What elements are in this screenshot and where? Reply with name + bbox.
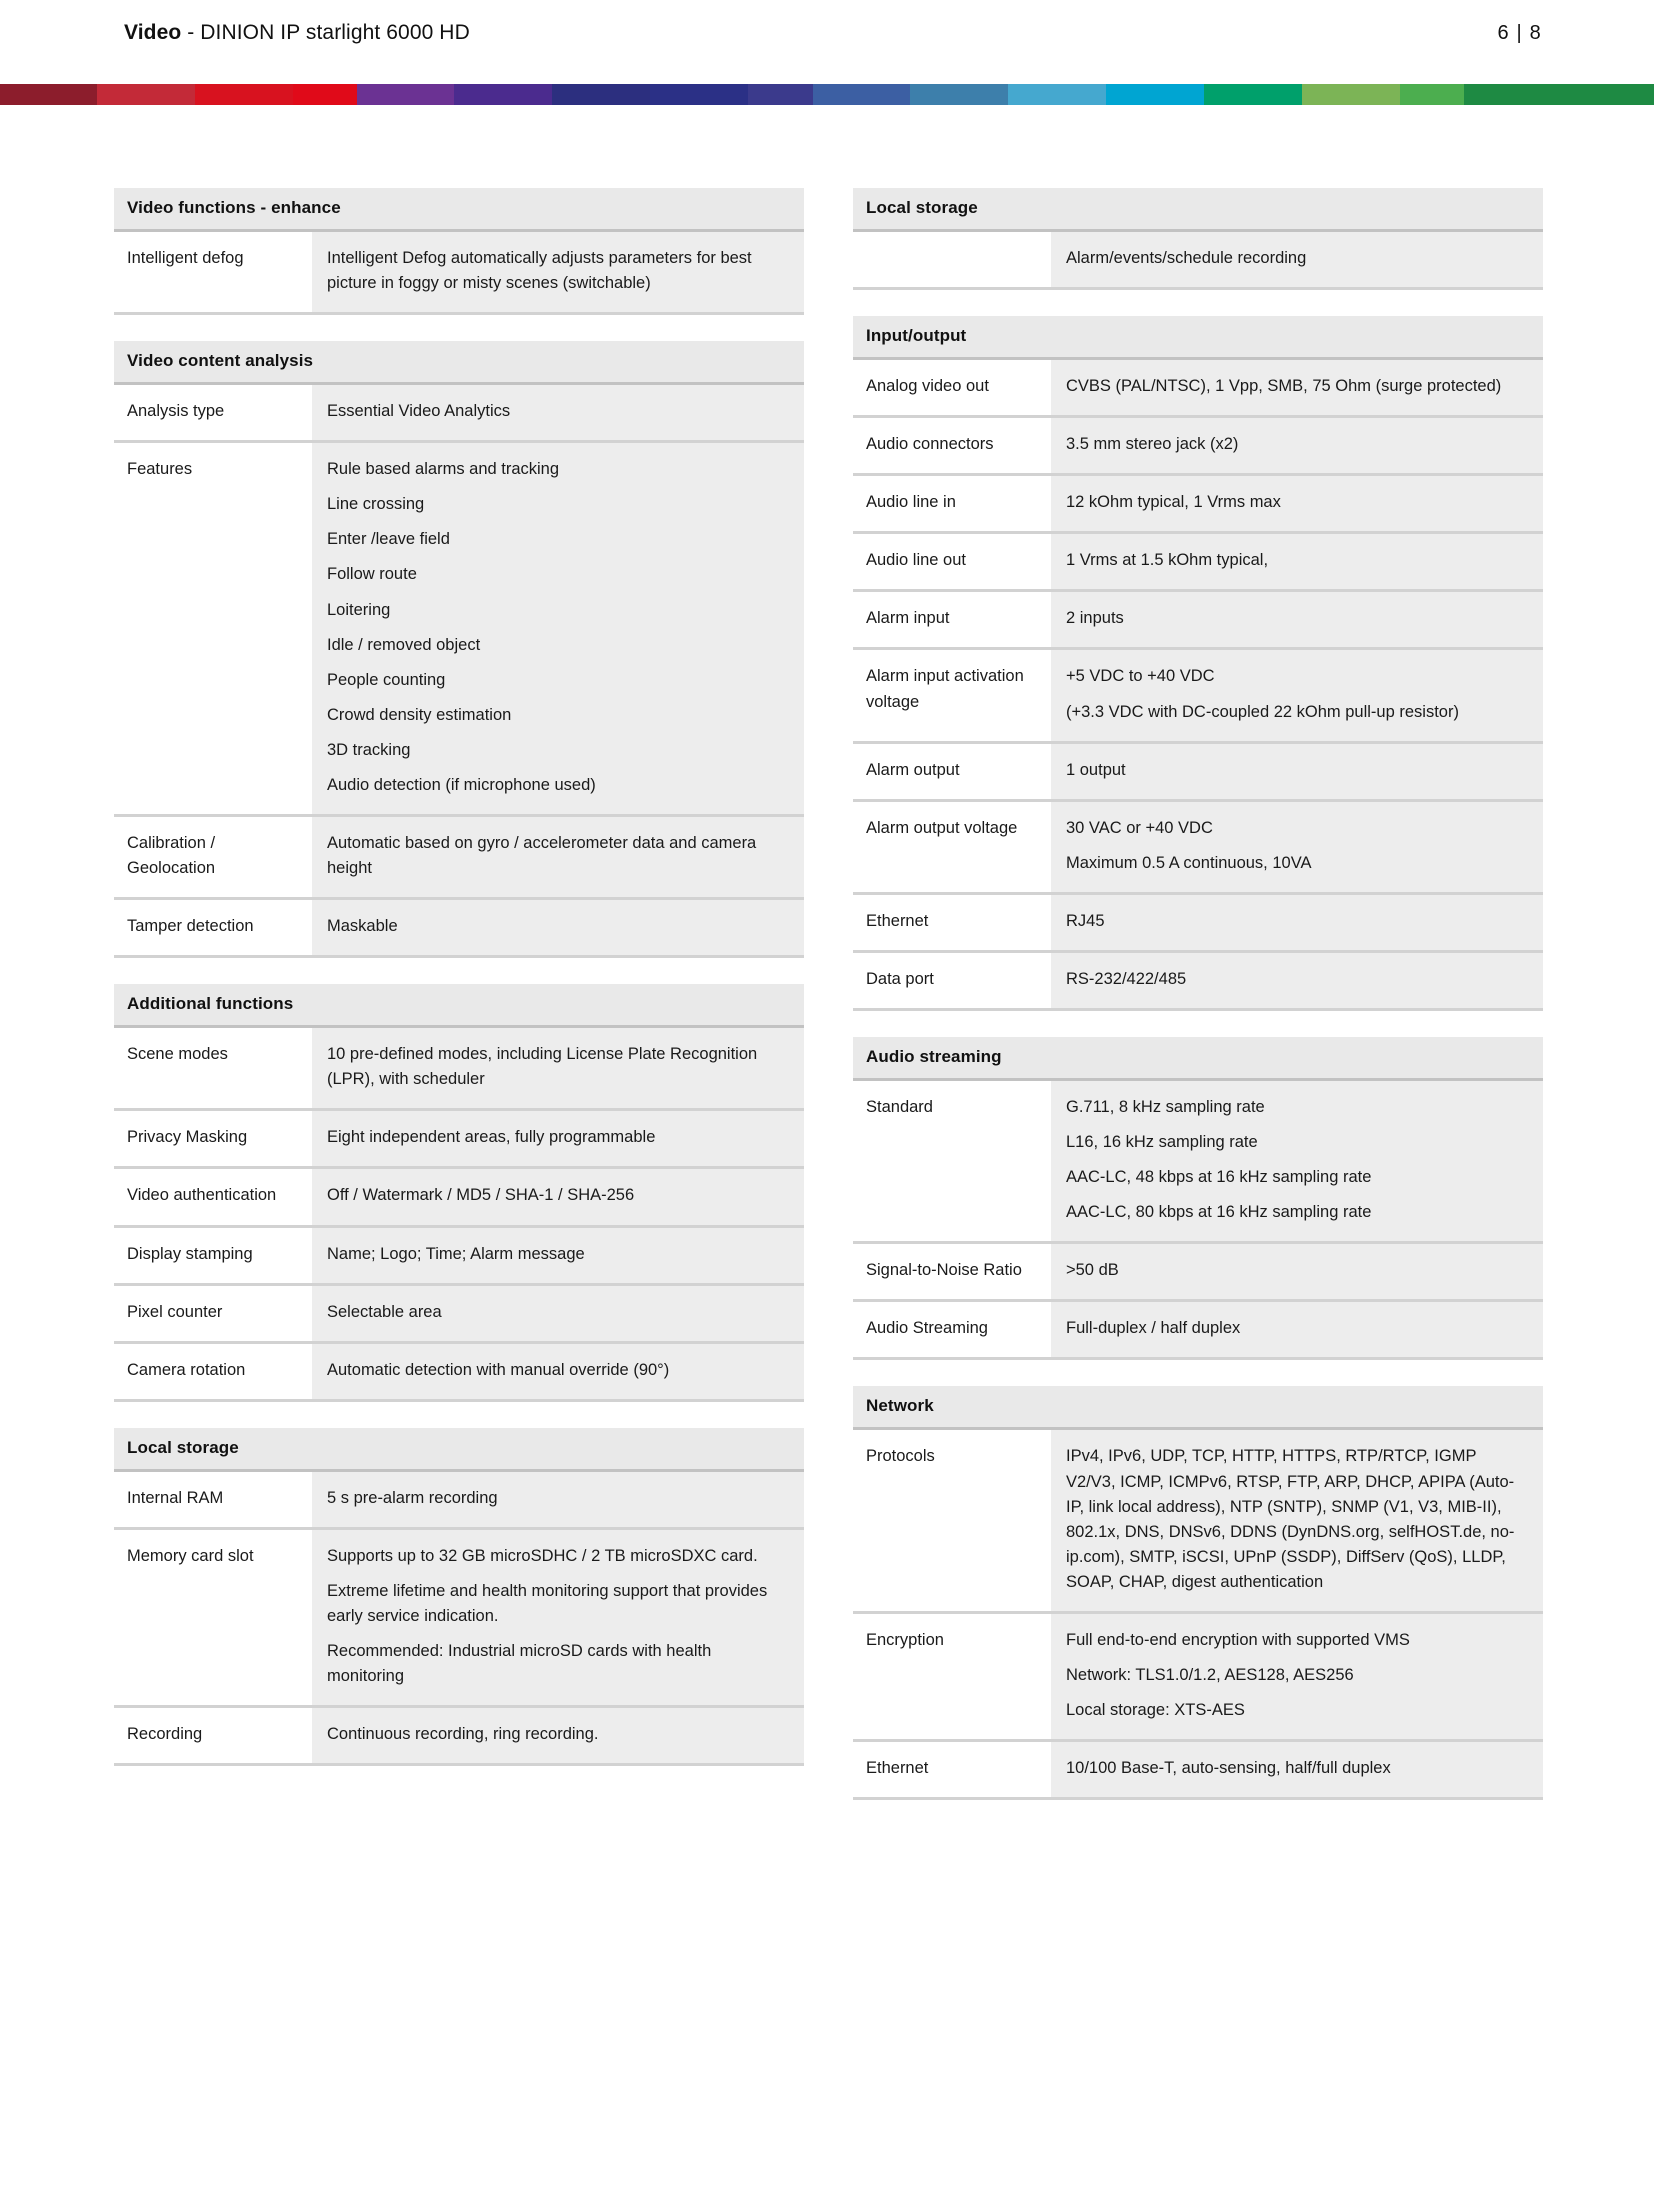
- color-bar-segment-10: [910, 84, 1008, 105]
- spec-row-label: Standard: [853, 1081, 1051, 1241]
- spec-row: [114, 1028, 804, 1111]
- spec-row-value: [1051, 953, 1543, 1008]
- spec-row-value: [312, 1472, 804, 1527]
- spec-value-line: Maximum 0.5 A continuous, 10VA: [1066, 853, 1312, 872]
- spec-row-value: [312, 1708, 804, 1763]
- color-bar-segment-7: [650, 84, 748, 105]
- color-bar-segment-14: [1302, 84, 1400, 105]
- spec-value-line: Essential Video Analytics: [327, 402, 511, 421]
- spec-row: [114, 232, 804, 315]
- spec-row-label: Signal-to-Noise Ratio: [853, 1244, 1051, 1299]
- color-bar-segment-3: [293, 84, 357, 105]
- spec-row: [853, 1430, 1543, 1613]
- spec-row-label: Audio line out: [853, 534, 1051, 589]
- page-number: 6 | 8: [1497, 21, 1542, 44]
- spec-row: [853, 802, 1543, 895]
- spec-value-line: Off / Watermark / MD5 / SHA-1 / SHA-256: [327, 1186, 635, 1205]
- spec-row-value: [1051, 1430, 1543, 1610]
- spec-row: [114, 817, 804, 900]
- page-title-bold: Video: [124, 21, 182, 44]
- spec-row-label: Audio connectors: [853, 418, 1051, 473]
- spec-row-value: [312, 817, 804, 897]
- spec-row-value: [312, 1530, 804, 1705]
- color-bar-segment-8: [748, 84, 813, 105]
- spec-value-line: Alarm/events/schedule recording: [1066, 249, 1307, 267]
- spec-row: [853, 1614, 1543, 1742]
- spec-row-label: Features: [114, 443, 312, 814]
- spec-table-header: Audio streaming: [853, 1037, 1543, 1081]
- color-bar-segment-6: [552, 84, 650, 105]
- color-bar-segment-12: [1106, 84, 1204, 105]
- spec-row-value: [1051, 1081, 1543, 1241]
- spec-table: [114, 1428, 804, 1767]
- spec-row: [853, 534, 1543, 592]
- spec-value-line: 10 pre-defined modes, including License Plate Recognition (LPR), with scheduler: [327, 1045, 758, 1089]
- spec-value-line: 3D tracking: [327, 740, 411, 759]
- spec-table: [114, 188, 804, 315]
- spec-row-label: Alarm input: [853, 592, 1051, 647]
- spec-row: [853, 1244, 1543, 1302]
- page-title: [124, 21, 470, 45]
- spec-value-line: 12 kOhm typical, 1 Vrms max: [1066, 493, 1281, 512]
- spec-value-line: Full end-to-end encryption with supported VMS: [1066, 1630, 1410, 1649]
- spec-row-label: Data port: [853, 953, 1051, 1008]
- spec-value-line: Automatic detection with manual override (90°): [327, 1360, 670, 1379]
- spec-row-value: [1051, 744, 1543, 799]
- spec-value-line: People counting: [327, 670, 446, 689]
- spec-value-line: 30 VAC or +40 VDC: [1066, 818, 1213, 837]
- spec-row: [114, 443, 804, 817]
- spec-row-label: Display stamping: [114, 1228, 312, 1283]
- spec-table-header: Local storage: [853, 188, 1543, 232]
- spec-row-value: [312, 385, 804, 440]
- spec-value-line: G.711, 8 kHz sampling rate: [1066, 1098, 1265, 1117]
- spec-value-line: AAC-LC, 48 kbps at 16 kHz sampling rate: [1066, 1168, 1372, 1187]
- spec-value-line: Local storage: XTS-AES: [1066, 1701, 1245, 1720]
- color-bar-segment-4: [357, 84, 454, 105]
- page-header: [0, 0, 1654, 66]
- spec-value-line: Audio detection (if microphone used): [327, 775, 596, 794]
- spec-row-value: [1051, 1302, 1543, 1357]
- spec-value-line: L16, 16 kHz sampling rate: [1066, 1133, 1258, 1152]
- spec-table: [853, 316, 1543, 1011]
- spec-value-line: CVBS (PAL/NTSC), 1 Vpp, SMB, 75 Ohm (surge protected): [1066, 377, 1502, 396]
- spec-row-value: [312, 1286, 804, 1341]
- spec-value-line: Extreme lifetime and health monitoring support that provides early service indication.: [327, 1581, 768, 1626]
- spec-table: [114, 341, 804, 958]
- spec-table-header: Additional functions: [114, 984, 804, 1028]
- spec-value-line: Continuous recording, ring recording.: [327, 1725, 599, 1744]
- color-bar-segment-13: [1204, 84, 1302, 105]
- spec-row: [853, 360, 1543, 418]
- spec-row-value: [312, 1028, 804, 1108]
- spec-value-line: Rule based alarms and tracking: [327, 460, 560, 479]
- spec-row-value: [312, 1344, 804, 1399]
- spec-row: [853, 418, 1543, 476]
- spec-value-line: AAC-LC, 80 kbps at 16 kHz sampling rate: [1066, 1203, 1372, 1222]
- spec-row: [114, 1111, 804, 1169]
- spec-row: [853, 895, 1543, 953]
- color-bar-segment-11: [1008, 84, 1106, 105]
- spec-row-label: Alarm output voltage: [853, 802, 1051, 892]
- spec-row-label: Internal RAM: [114, 1472, 312, 1527]
- spec-row: [114, 385, 804, 443]
- spec-table: [853, 188, 1543, 290]
- spec-row: [114, 1286, 804, 1344]
- spec-value-line: Maskable: [327, 917, 398, 936]
- spec-row-label: Alarm input activation voltage: [853, 650, 1051, 740]
- spec-row: [114, 1472, 804, 1530]
- spec-content: [0, 188, 1654, 1800]
- spec-value-line: Full-duplex / half duplex: [1066, 1319, 1241, 1338]
- spec-value-line: Follow route: [327, 565, 417, 584]
- spec-value-line: +5 VDC to +40 VDC: [1066, 667, 1215, 686]
- spec-row-value: [1051, 650, 1543, 740]
- left-column: [114, 188, 804, 1800]
- spec-row-label: Camera rotation: [114, 1344, 312, 1399]
- spec-table-header: Network: [853, 1386, 1543, 1430]
- spec-row: [114, 1228, 804, 1286]
- spec-row: [114, 1708, 804, 1766]
- spec-value-line: Supports up to 32 GB microSDHC / 2 TB microSDXC card.: [327, 1546, 758, 1565]
- spec-value-line: 1 output: [1066, 760, 1126, 779]
- spec-row-label: Intelligent defog: [114, 232, 312, 312]
- spec-value-line: Loitering: [327, 600, 391, 619]
- spec-table: [853, 1386, 1543, 1800]
- spec-row-label: Analog video out: [853, 360, 1051, 415]
- spec-value-line: RJ45: [1066, 911, 1105, 930]
- spec-value-line: Line crossing: [327, 495, 425, 514]
- spec-row-value: [1051, 534, 1543, 589]
- spec-row-label: Tamper detection: [114, 900, 312, 955]
- spec-row-label: Scene modes: [114, 1028, 312, 1108]
- spec-row: [853, 476, 1543, 534]
- spec-row-value: [1051, 1614, 1543, 1739]
- spec-row-value: [312, 900, 804, 955]
- color-bar-segment-15: [1400, 84, 1464, 105]
- spec-row-label: Memory card slot: [114, 1530, 312, 1705]
- spec-row: [853, 744, 1543, 802]
- spec-value-line: Recommended: Industrial microSD cards with health monitoring: [327, 1642, 712, 1686]
- brand-color-bar: [0, 84, 1654, 105]
- spec-row-label: Pixel counter: [114, 1286, 312, 1341]
- color-bar-segment-16: [1464, 84, 1654, 105]
- spec-row-label: Protocols: [853, 1430, 1051, 1610]
- spec-row-label: Analysis type: [114, 385, 312, 440]
- spec-table: [853, 1037, 1543, 1360]
- spec-row: [114, 1169, 804, 1227]
- color-bar-segment-2: [195, 84, 293, 105]
- spec-row-value: [1051, 418, 1543, 473]
- spec-row-label: Ethernet: [853, 895, 1051, 950]
- spec-value-line: Crowd density estimation: [327, 705, 512, 724]
- right-column: [853, 188, 1543, 1800]
- spec-row: [853, 1081, 1543, 1244]
- spec-row-value: [1051, 802, 1543, 892]
- spec-value-line: Automatic based on gyro / accelerometer data and camera height: [327, 834, 757, 878]
- spec-value-line: >50 dB: [1066, 1261, 1119, 1280]
- spec-value-line: Name; Logo; Time; Alarm message: [327, 1244, 585, 1263]
- spec-row-value: [1051, 895, 1543, 950]
- spec-value-line: 3.5 mm stereo jack (x2): [1066, 435, 1239, 454]
- spec-row-value: [1051, 232, 1543, 287]
- spec-row-value: [312, 1111, 804, 1166]
- spec-row: [853, 592, 1543, 650]
- color-bar-segment-0: [0, 84, 97, 105]
- spec-row: [114, 1530, 804, 1708]
- spec-row: [114, 1344, 804, 1402]
- spec-table-header: Video content analysis: [114, 341, 804, 385]
- spec-table-header: Input/output: [853, 316, 1543, 360]
- color-bar-segment-5: [454, 84, 552, 105]
- spec-row-label: Audio line in: [853, 476, 1051, 531]
- spec-row-value: [1051, 592, 1543, 647]
- spec-row-label: Calibration / Geolocation: [114, 817, 312, 897]
- spec-table-header: Video functions - enhance: [114, 188, 804, 232]
- spec-row-label: Audio Streaming: [853, 1302, 1051, 1357]
- spec-row-value: [1051, 360, 1543, 415]
- spec-row-label: Video authentication: [114, 1169, 312, 1224]
- spec-row-value: [312, 1228, 804, 1283]
- spec-row: [853, 953, 1543, 1011]
- spec-row-label: Privacy Masking: [114, 1111, 312, 1166]
- spec-value-line: Intelligent Defog automatically adjusts parameters for best picture in foggy or misty scenes (switchable): [327, 249, 752, 293]
- spec-value-line: 5 s pre-alarm recording: [327, 1488, 498, 1507]
- spec-row-value: [1051, 1742, 1543, 1797]
- spec-row-label: Ethernet: [853, 1742, 1051, 1797]
- spec-row-value: [312, 443, 804, 814]
- color-bar-segment-9: [813, 84, 910, 105]
- spec-row-label: [853, 232, 1051, 287]
- spec-row-label: Recording: [114, 1708, 312, 1763]
- spec-value-line: IPv4, IPv6, UDP, TCP, HTTP, HTTPS, RTP/RTCP, IGMP V2/V3, ICMP, ICMPv6, RTSP, FTP, ARP, DHCP, APIPA (Auto-IP, link local address), NTP (SNTP), SNMP (V1, V3, MIB-II), 802.1x, DNS, DNSv6, DDNS (DynDNS.org, selfHOST.de, no-ip.com), SMTP, iSCSI, UPnP (SSDP), DiffServ (QoS), LLDP, SOAP, CHAP, digest authentication: [1066, 1447, 1515, 1591]
- spec-value-line: Eight independent areas, fully programmable: [327, 1128, 656, 1147]
- spec-row-value: [312, 1169, 804, 1224]
- spec-value-line: Selectable area: [327, 1302, 442, 1321]
- spec-row: [853, 1302, 1543, 1360]
- spec-value-line: Network: TLS1.0/1.2, AES128, AES256: [1066, 1666, 1354, 1685]
- spec-value-line: Idle / removed object: [327, 635, 481, 654]
- spec-value-line: RS-232/422/485: [1066, 969, 1187, 988]
- spec-row: [853, 1742, 1543, 1800]
- page-title-rest: - DINION IP starlight 6000 HD: [181, 21, 470, 44]
- spec-row: [853, 650, 1543, 743]
- color-bar-segment-1: [97, 84, 195, 105]
- spec-row-label: Encryption: [853, 1614, 1051, 1739]
- spec-table-header: Local storage: [114, 1428, 804, 1472]
- spec-value-line: 2 inputs: [1066, 609, 1124, 628]
- spec-value-line: (+3.3 VDC with DC-coupled 22 kOhm pull-up resistor): [1066, 702, 1459, 721]
- spec-row-label: Alarm output: [853, 744, 1051, 799]
- spec-value-line: 10/100 Base-T, auto-sensing, half/full duplex: [1066, 1759, 1391, 1778]
- spec-row-value: [1051, 476, 1543, 531]
- spec-table: [114, 984, 804, 1402]
- spec-row-value: [312, 232, 804, 312]
- spec-value-line: 1 Vrms at 1.5 kOhm typical,: [1066, 551, 1269, 570]
- spec-row-value: [1051, 1244, 1543, 1299]
- spec-value-line: Enter /leave field: [327, 530, 450, 549]
- spec-row: [114, 900, 804, 958]
- spec-row: [853, 232, 1543, 290]
